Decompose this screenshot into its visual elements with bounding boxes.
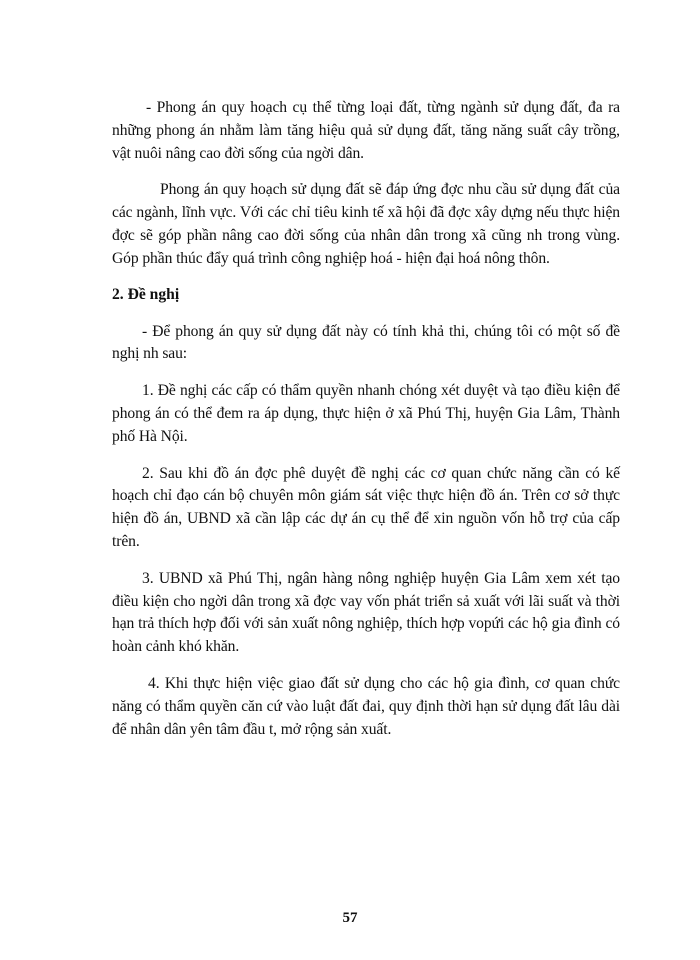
section-heading-recommendations: 2. Đề nghị bbox=[112, 285, 180, 303]
page-number: 57 bbox=[342, 910, 358, 926]
paragraph-land-use-plan-details: - Phong án quy hoạch cụ thể từng loại đất, từng ngành sử dụng đất, đa ra những phong án nhằm làm tăng hiệu quả sử dụng đất, tăng năng suất cây trồng, vật nuôi nâng cao đời sống của ngời dân. bbox=[112, 99, 620, 162]
recommendation-item-3: 3. UBND xã Phú Thị, ngân hàng nông nghiệp huyện Gia Lâm xem xét tạo điều kiện cho ngời dân trong xã đợc vay vốn phát triển sả xuất với lãi suất và thời hạn trả thích hợp đối với sản xuất nông nghiệp, thích hợp vopứi các hộ gia đình có hoàn cảnh khó khăn. bbox=[112, 569, 620, 656]
recommendation-intro: - Để phong án quy sử dụng đất này có tính khả thi, chúng tôi có một số đề nghị nh sau: bbox=[112, 322, 620, 363]
recommendation-item-1: 1. Đề nghị các cấp có thẩm quyền nhanh chóng xét duyệt và tạo điều kiện để phong án có thể đem ra áp dụng, thực hiện ở xã Phú Thị, huyện Gia Lâm, Thành phố Hà Nội. bbox=[112, 382, 620, 445]
recommendation-item-4: 4. Khi thực hiện việc giao đất sử dụng cho các hộ gia đình, cơ quan chức năng có thẩm quyền căn cứ vào luật đất đai, quy định thời hạn sử dụng đất lâu dài để nhân dân yên tâm đầu t, mở rộng sản xuất. bbox=[112, 674, 620, 738]
recommendation-item-2: 2. Sau khi đồ án đợc phê duyệt đề nghị các cơ quan chức năng cần có kế hoạch chỉ đạo cán bộ chuyên môn giám sát việc thực hiện đồ án. Trên cơ sở thực hiện đồ án, UBND xã cần lập các dự án cụ thể để xin nguồn vốn hỗ trợ của cấp trên. bbox=[112, 464, 620, 550]
document-body bbox=[112, 97, 620, 755]
paragraph-land-use-plan-benefits: Phong án quy hoạch sử dụng đất sẽ đáp ứng đợc nhu cầu sử dụng đất của các ngành, lĩnh vực. Với các chỉ tiêu kinh tế xã hội đã đợc xây dựng nếu thực hiện đợc sẽ góp phần nâng cao đời sống của nhân dân trong xã cũng nh trong vùng. Góp phần thúc đẩy quá trình công nghiệp hoá - hiện đại hoá nông thôn. bbox=[112, 181, 620, 267]
